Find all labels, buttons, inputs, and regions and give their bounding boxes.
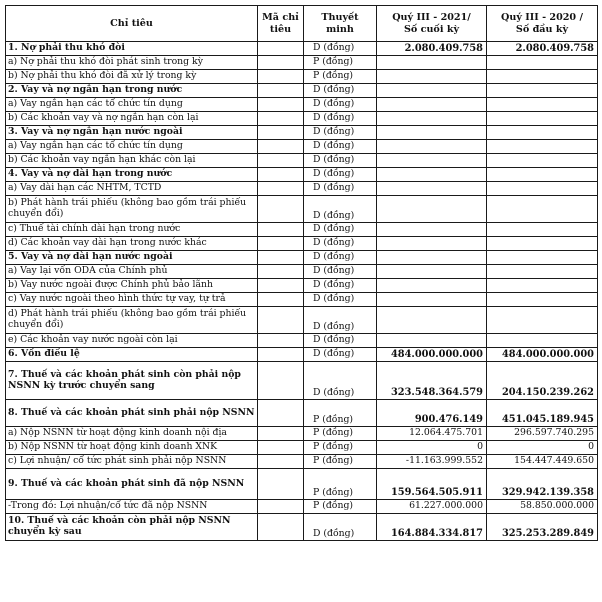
table-row	[6, 154, 598, 168]
q3-2021-value: 484.000.000.000	[377, 348, 487, 362]
q3-2020-value	[487, 265, 598, 279]
q3-2020-value: 484.000.000.000	[487, 348, 598, 362]
q3-2020-value	[487, 182, 598, 196]
off-balance-items-table	[5, 5, 598, 541]
code-cell	[258, 293, 304, 307]
q3-2021-value: 323.548.364.579	[377, 362, 487, 400]
q3-2020-value	[487, 168, 598, 182]
header-note	[304, 6, 377, 42]
q3-2020-value	[487, 334, 598, 348]
table-row	[6, 265, 598, 279]
q3-2021-value	[377, 196, 487, 223]
note-cell: P (đồng)	[304, 441, 377, 455]
metric-cell: b) Nợ phải thu khó đòi đã xử lý trong kỳ	[6, 70, 258, 84]
header-note-line-2: minh	[326, 23, 354, 35]
code-cell	[258, 441, 304, 455]
metric-cell: d) Phát hành trái phiếu (không bao gồm trái phiếu chuyển đổi)	[6, 307, 258, 334]
metric-cell: -Trong đó: Lợi nhuận/cổ tức đã nộp NSNN	[6, 500, 258, 514]
q3-2020-value	[487, 223, 598, 237]
table-row	[6, 98, 598, 112]
q3-2020-value	[487, 70, 598, 84]
q3-2020-value	[487, 84, 598, 98]
note-cell: D (đồng)	[304, 293, 377, 307]
q3-2021-value	[377, 251, 487, 265]
header-q3-2020-line-1: Quý III - 2020 /	[501, 12, 583, 24]
metric-cell: b) Vay nước ngoài được Chính phủ bảo lãnh	[6, 279, 258, 293]
q3-2020-value: 0	[487, 441, 598, 455]
metric-cell: e) Các khoản vay nước ngoài còn lại	[6, 334, 258, 348]
metric-cell: 2. Vay và nợ ngắn hạn trong nước	[6, 84, 258, 98]
code-cell	[258, 427, 304, 441]
table-row	[6, 455, 598, 469]
table-row	[6, 70, 598, 84]
metric-cell: a) Vay lại vốn ODA của Chính phủ	[6, 265, 258, 279]
table-row	[6, 182, 598, 196]
q3-2021-value	[377, 265, 487, 279]
code-cell	[258, 251, 304, 265]
table-row	[6, 427, 598, 441]
metric-cell: c) Lợi nhuận/ cổ tức phát sinh phải nộp NSNN	[6, 455, 258, 469]
header-q3-2021	[377, 6, 487, 42]
q3-2021-value	[377, 126, 487, 140]
table-row	[6, 251, 598, 265]
header-q3-2020-line-2: Số đầu kỳ	[515, 23, 569, 35]
code-cell	[258, 182, 304, 196]
table-row	[6, 400, 598, 427]
q3-2020-value	[487, 279, 598, 293]
header-code	[258, 6, 304, 42]
code-cell	[258, 196, 304, 223]
code-cell	[258, 98, 304, 112]
q3-2021-value: 2.080.409.758	[377, 42, 487, 56]
metric-cell: 9. Thuế và các khoản phát sinh đã nộp NSNN	[6, 469, 258, 500]
note-cell: D (đồng)	[304, 112, 377, 126]
code-cell	[258, 126, 304, 140]
q3-2020-value: 204.150.239.262	[487, 362, 598, 400]
header-q3-2020	[487, 6, 598, 42]
q3-2020-value: 154.447.449.650	[487, 455, 598, 469]
table-row	[6, 196, 598, 223]
q3-2021-value: 12.064.475.701	[377, 427, 487, 441]
code-cell	[258, 84, 304, 98]
note-cell: D (đồng)	[304, 334, 377, 348]
note-cell: D (đồng)	[304, 223, 377, 237]
q3-2021-value	[377, 84, 487, 98]
q3-2021-value: -11.163.999.552	[377, 455, 487, 469]
header-metric: Chỉ tiêu	[6, 6, 258, 42]
metric-cell: 4. Vay và nợ dài hạn trong nước	[6, 168, 258, 182]
q3-2021-value	[377, 237, 487, 251]
q3-2021-value: 164.884.334.817	[377, 514, 487, 541]
q3-2021-value	[377, 293, 487, 307]
table-row	[6, 140, 598, 154]
table-row	[6, 84, 598, 98]
q3-2021-value: 61.227.000.000	[377, 500, 487, 514]
q3-2020-value: 296.597.740.295	[487, 427, 598, 441]
table-body	[6, 42, 598, 541]
code-cell	[258, 56, 304, 70]
q3-2020-value	[487, 56, 598, 70]
metric-cell: c) Vay nước ngoài theo hình thức tự vay, tự trả	[6, 293, 258, 307]
q3-2020-value	[487, 307, 598, 334]
code-cell	[258, 112, 304, 126]
header-code-line-2: tiêu	[269, 23, 292, 35]
code-cell	[258, 348, 304, 362]
table-row	[6, 362, 598, 400]
header-note-line-1: Thuyết	[321, 12, 359, 24]
note-cell: P (đồng)	[304, 469, 377, 500]
q3-2021-value	[377, 279, 487, 293]
metric-cell: 5. Vay và nợ dài hạn nước ngoài	[6, 251, 258, 265]
q3-2020-value	[487, 237, 598, 251]
code-cell	[258, 223, 304, 237]
table-row	[6, 500, 598, 514]
table-row	[6, 469, 598, 500]
q3-2020-value	[487, 251, 598, 265]
note-cell: D (đồng)	[304, 126, 377, 140]
header-row	[6, 6, 598, 42]
q3-2020-value	[487, 293, 598, 307]
metric-cell: a) Vay ngắn hạn các tổ chức tín dụng	[6, 98, 258, 112]
metric-cell: b) Các khoản vay và nợ ngắn hạn còn lại	[6, 112, 258, 126]
note-cell: P (đồng)	[304, 500, 377, 514]
q3-2021-value	[377, 56, 487, 70]
q3-2021-value	[377, 307, 487, 334]
table-row	[6, 307, 598, 334]
q3-2021-value	[377, 223, 487, 237]
metric-cell: 6. Vốn điều lệ	[6, 348, 258, 362]
code-cell	[258, 70, 304, 84]
table-row	[6, 168, 598, 182]
note-cell: D (đồng)	[304, 196, 377, 223]
q3-2021-value	[377, 140, 487, 154]
header-code-line-1: Mã chỉ	[262, 12, 299, 24]
code-cell	[258, 362, 304, 400]
q3-2021-value: 159.564.505.911	[377, 469, 487, 500]
metric-cell: a) Nợ phải thu khó đòi phát sinh trong kỳ	[6, 56, 258, 70]
q3-2021-value	[377, 334, 487, 348]
code-cell	[258, 307, 304, 334]
header-q3-2021-line-1: Quý III - 2021/	[392, 12, 471, 24]
table-row	[6, 56, 598, 70]
financial-notes-sheet	[5, 5, 597, 541]
q3-2020-value	[487, 126, 598, 140]
q3-2020-value: 451.045.189.945	[487, 400, 598, 427]
code-cell	[258, 154, 304, 168]
note-cell: D (đồng)	[304, 348, 377, 362]
q3-2021-value: 0	[377, 441, 487, 455]
table-row	[6, 237, 598, 251]
q3-2021-value	[377, 168, 487, 182]
q3-2021-value: 900.476.149	[377, 400, 487, 427]
metric-cell: b) Các khoản vay ngắn hạn khác còn lại	[6, 154, 258, 168]
note-cell: P (đồng)	[304, 56, 377, 70]
q3-2020-value: 329.942.139.358	[487, 469, 598, 500]
metric-cell: a) Vay dài hạn các NHTM, TCTD	[6, 182, 258, 196]
code-cell	[258, 400, 304, 427]
table-row	[6, 334, 598, 348]
metric-cell: b) Phát hành trái phiếu (không bao gồm trái phiếu chuyển đổi)	[6, 196, 258, 223]
note-cell: D (đồng)	[304, 140, 377, 154]
table-row	[6, 42, 598, 56]
note-cell: P (đồng)	[304, 427, 377, 441]
note-cell: D (đồng)	[304, 265, 377, 279]
table-row	[6, 112, 598, 126]
note-cell: P (đồng)	[304, 400, 377, 427]
code-cell	[258, 279, 304, 293]
metric-cell: 3. Vay và nợ ngắn hạn nước ngoài	[6, 126, 258, 140]
table-row	[6, 126, 598, 140]
q3-2021-value	[377, 154, 487, 168]
code-cell	[258, 334, 304, 348]
q3-2021-value	[377, 112, 487, 126]
q3-2020-value	[487, 112, 598, 126]
note-cell: D (đồng)	[304, 84, 377, 98]
table-row	[6, 348, 598, 362]
code-cell	[258, 514, 304, 541]
code-cell	[258, 265, 304, 279]
code-cell	[258, 469, 304, 500]
note-cell: D (đồng)	[304, 168, 377, 182]
note-cell: D (đồng)	[304, 362, 377, 400]
q3-2021-value	[377, 182, 487, 196]
note-cell: D (đồng)	[304, 182, 377, 196]
q3-2020-value	[487, 196, 598, 223]
note-cell: D (đồng)	[304, 42, 377, 56]
table-row	[6, 223, 598, 237]
metric-cell: 7. Thuế và các khoản phát sinh còn phải nộp NSNN kỳ trước chuyển sang	[6, 362, 258, 400]
metric-cell: 8. Thuế và các khoản phát sinh phải nộp NSNN	[6, 400, 258, 427]
q3-2021-value	[377, 98, 487, 112]
note-cell: D (đồng)	[304, 154, 377, 168]
note-cell: D (đồng)	[304, 98, 377, 112]
q3-2020-value: 325.253.289.849	[487, 514, 598, 541]
code-cell	[258, 455, 304, 469]
metric-cell: 10. Thuế và các khoản còn phải nộp NSNN chuyển kỳ sau	[6, 514, 258, 541]
table-row	[6, 514, 598, 541]
note-cell: D (đồng)	[304, 514, 377, 541]
metric-cell: 1. Nợ phải thu khó đòi	[6, 42, 258, 56]
metric-cell: a) Nộp NSNN từ hoạt động kinh doanh nội địa	[6, 427, 258, 441]
table-row	[6, 441, 598, 455]
code-cell	[258, 168, 304, 182]
code-cell	[258, 140, 304, 154]
q3-2020-value: 58.850.000.000	[487, 500, 598, 514]
note-cell: P (đồng)	[304, 70, 377, 84]
code-cell	[258, 237, 304, 251]
code-cell	[258, 42, 304, 56]
table-row	[6, 279, 598, 293]
header-q3-2021-line-2: Số cuối kỳ	[403, 23, 460, 35]
note-cell: D (đồng)	[304, 237, 377, 251]
q3-2020-value: 2.080.409.758	[487, 42, 598, 56]
q3-2021-value	[377, 70, 487, 84]
metric-cell: c) Thuế tài chính dài hạn trong nước	[6, 223, 258, 237]
metric-cell: b) Nộp NSNN từ hoạt động kinh doanh XNK	[6, 441, 258, 455]
q3-2020-value	[487, 154, 598, 168]
table-row	[6, 293, 598, 307]
metric-cell: a) Vay ngắn hạn các tổ chức tín dụng	[6, 140, 258, 154]
q3-2020-value	[487, 140, 598, 154]
note-cell: D (đồng)	[304, 307, 377, 334]
note-cell: P (đồng)	[304, 455, 377, 469]
q3-2020-value	[487, 98, 598, 112]
note-cell: D (đồng)	[304, 251, 377, 265]
note-cell: D (đồng)	[304, 279, 377, 293]
metric-cell: d) Các khoản vay dài hạn trong nước khác	[6, 237, 258, 251]
code-cell	[258, 500, 304, 514]
